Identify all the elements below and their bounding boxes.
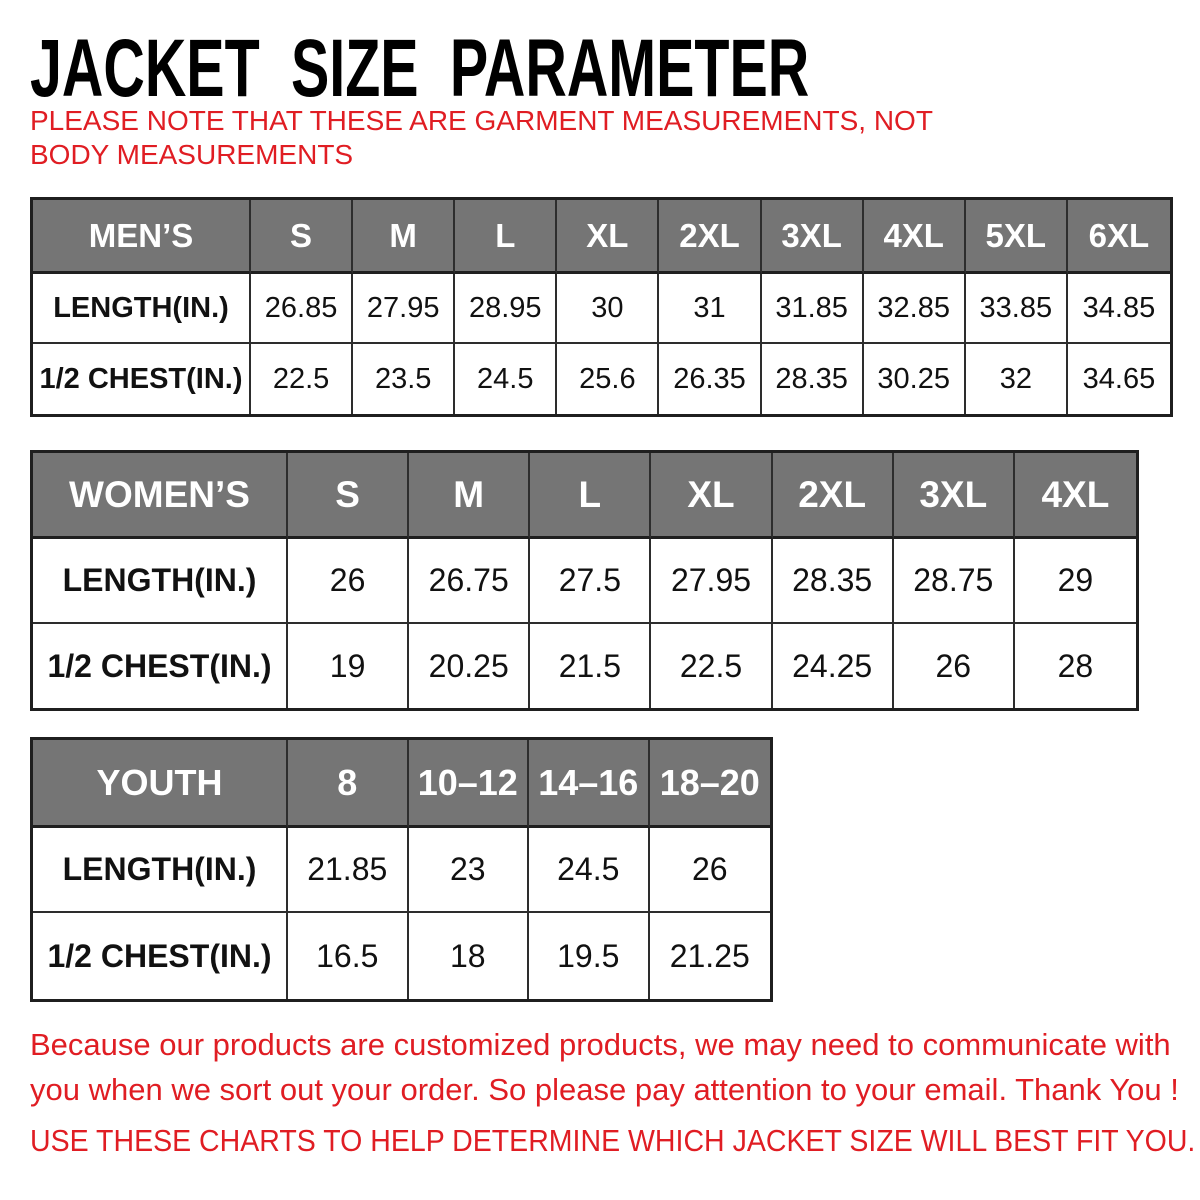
size-header-cell: 8 [288,740,409,828]
value-cell: 24.25 [773,624,894,708]
value-cell: 19 [288,624,409,708]
value-cell: 32.85 [864,274,966,344]
value-cell: 19.5 [529,913,650,999]
value-cell: 24.5 [529,828,650,913]
size-header-cell: 4XL [1015,453,1136,539]
value-cell: 24.5 [455,344,557,414]
size-header-cell: XL [651,453,772,539]
value-cell: 26 [288,539,409,624]
value-cell: 23 [409,828,530,913]
value-cell: 27.5 [530,539,651,624]
size-header-cell: S [251,200,353,274]
youth-size-table [30,737,773,1002]
value-cell: 30.25 [864,344,966,414]
page-title: JACKET SIZE PARAMETER [30,23,810,114]
size-header-cell: 4XL [864,200,966,274]
value-cell: 21.85 [288,828,409,913]
size-header-cell: 3XL [894,453,1015,539]
value-cell: 20.25 [409,624,530,708]
value-cell: 33.85 [966,274,1068,344]
value-cell: 25.6 [557,344,659,414]
row-label-cell: LENGTH(IN.) [33,274,251,344]
value-cell: 28 [1015,624,1136,708]
size-header-cell: XL [557,200,659,274]
customization-notice: Because our products are customized products, we may need to communicate with you when we sort out your order. So please pay attention to your email. Thank You ! [30,1027,1179,1107]
value-cell: 34.85 [1068,274,1170,344]
value-cell: 28.75 [894,539,1015,624]
row-label-cell: 1/2 CHEST(IN.) [33,344,251,414]
value-cell: 28.95 [455,274,557,344]
value-cell: 28.35 [773,539,894,624]
size-header-cell: M [409,453,530,539]
row-label-cell: 1/2 CHEST(IN.) [33,913,288,999]
size-header-cell: 10–12 [409,740,530,828]
value-cell: 27.95 [651,539,772,624]
value-cell: 21.5 [530,624,651,708]
size-header-cell: 6XL [1068,200,1170,274]
chart-usage-advice: USE THESE CHARTS TO HELP DETERMINE WHICH JACKET SIZE WILL BEST FIT YOU. [30,1123,1196,1158]
value-cell: 34.65 [1068,344,1170,414]
size-header-cell: S [288,453,409,539]
value-cell: 23.5 [353,344,455,414]
size-header-cell: 2XL [659,200,761,274]
value-cell: 31.85 [762,274,864,344]
value-cell: 30 [557,274,659,344]
garment-measurements-note: PLEASE NOTE THAT THESE ARE GARMENT MEASUREMENTS, NOT BODY MEASUREMENTS [30,105,933,170]
row-label-cell: 1/2 CHEST(IN.) [33,624,288,708]
value-cell: 29 [1015,539,1136,624]
size-header-cell: M [353,200,455,274]
value-cell: 22.5 [251,344,353,414]
size-header-cell: 14–16 [529,740,650,828]
size-header-cell: 18–20 [650,740,771,828]
value-cell: 32 [966,344,1068,414]
value-cell: 31 [659,274,761,344]
value-cell: 26.35 [659,344,761,414]
value-cell: 22.5 [651,624,772,708]
table-title-cell: MEN’S [33,200,251,274]
value-cell: 26 [894,624,1015,708]
size-header-cell: 5XL [966,200,1068,274]
size-header-cell: L [530,453,651,539]
value-cell: 26.85 [251,274,353,344]
size-header-cell: 2XL [773,453,894,539]
value-cell: 18 [409,913,530,999]
row-label-cell: LENGTH(IN.) [33,539,288,624]
value-cell: 21.25 [650,913,771,999]
size-header-cell: L [455,200,557,274]
table-title-cell: YOUTH [33,740,288,828]
womens-size-table [30,450,1139,711]
mens-size-table [30,197,1173,417]
row-label-cell: LENGTH(IN.) [33,828,288,913]
size-header-cell: 3XL [762,200,864,274]
value-cell: 27.95 [353,274,455,344]
value-cell: 16.5 [288,913,409,999]
value-cell: 28.35 [762,344,864,414]
value-cell: 26 [650,828,771,913]
value-cell: 26.75 [409,539,530,624]
table-title-cell: WOMEN’S [33,453,288,539]
